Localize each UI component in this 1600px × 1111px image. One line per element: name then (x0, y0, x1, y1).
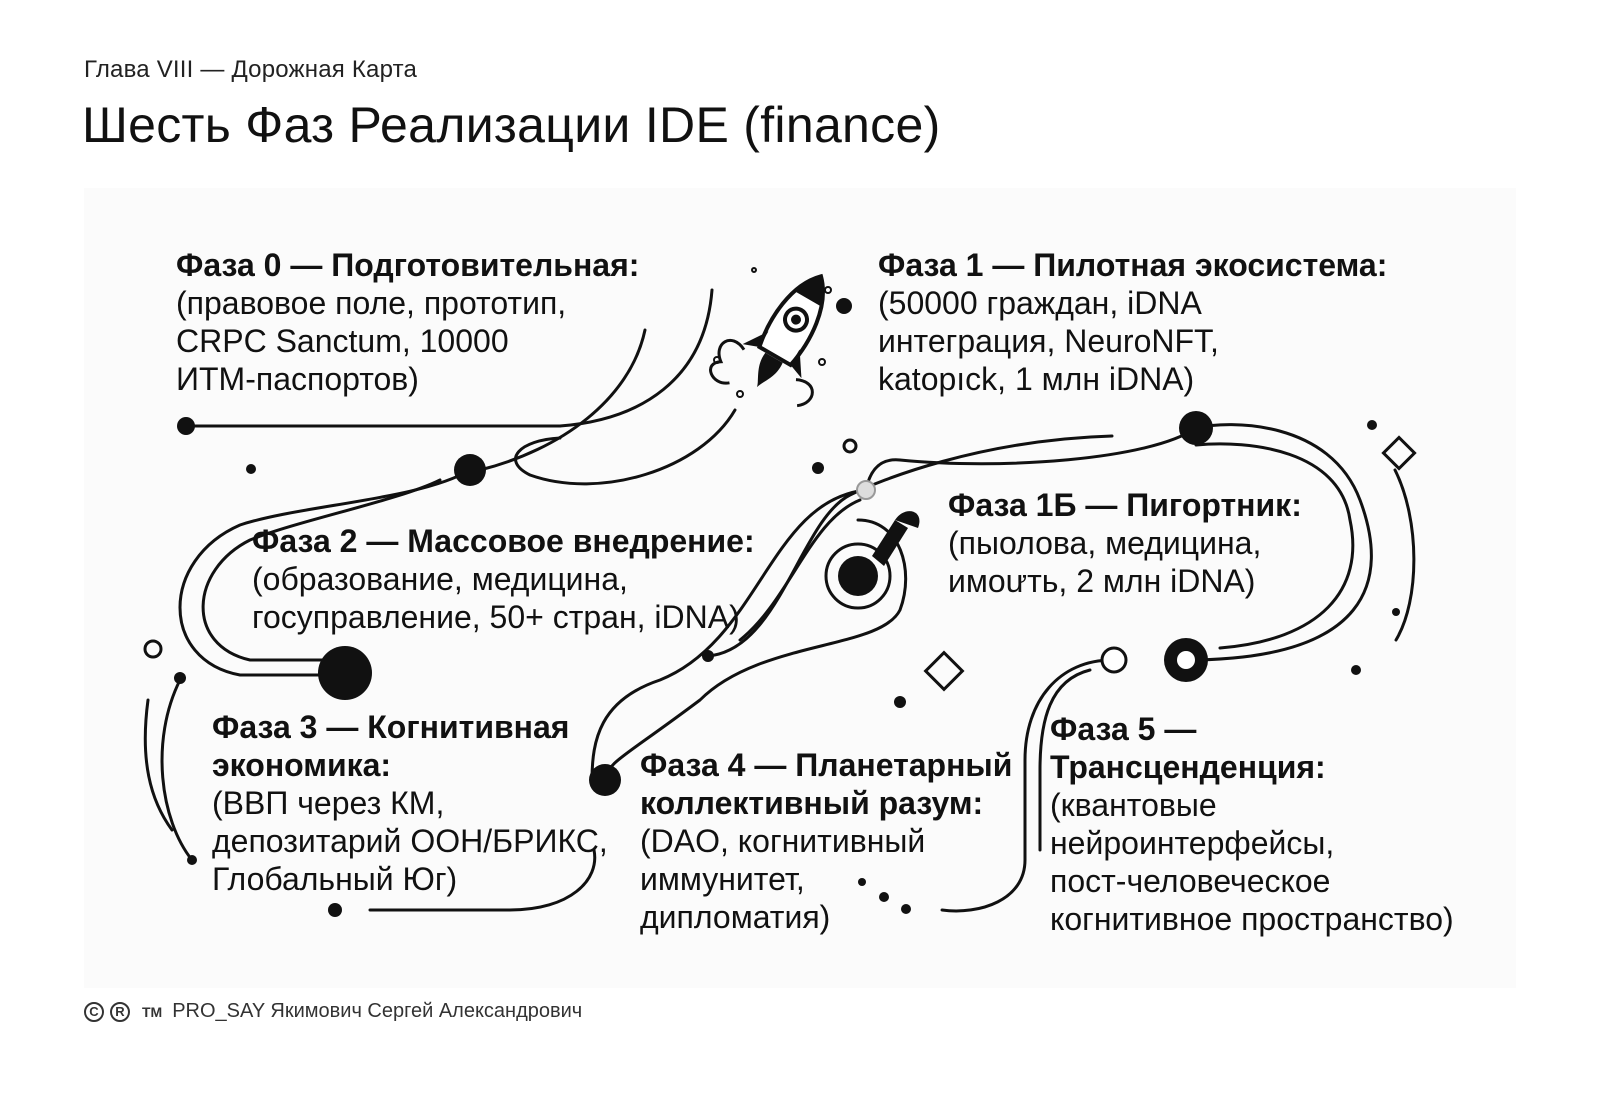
trademark-icon: TM (142, 1003, 163, 1020)
phase-1b-block (948, 486, 1302, 600)
phase-1b-details: (пыолова, медицина, имоưть, 2 млн iDNA) (948, 525, 1262, 599)
phase-0-details: (правовое поле, прототип, CRPC Sanctum, 10000 ИТМ-паспортов) (176, 285, 567, 397)
node-center (838, 556, 878, 596)
phase-2-title: Фаза 2 — Массовое внедрение: (252, 523, 755, 559)
footer-author: PRO_SAY Якимович Сергей Александрович (172, 1000, 583, 1022)
node-phase-2 (318, 646, 372, 700)
node-phase-1 (1179, 411, 1213, 445)
node-phase-0 (177, 417, 195, 435)
node-phase-5 (1102, 648, 1126, 672)
phase-2-details: (образование, медицина, госуправление, 50+ стран, iDNA) (252, 561, 740, 635)
phase-4-title: Фаза 4 — Планетарный коллективный разум: (640, 747, 1013, 821)
phase-5-block (1050, 710, 1454, 938)
registered-icon: R (110, 1002, 130, 1022)
phase-5-title: Фаза 5 — Трансценденция: (1050, 711, 1326, 785)
phase-1-title: Фаза 1 — Пилотная экосистема: (878, 247, 1388, 283)
chapter-kicker: Глава VIII — Дорожная Карта (84, 56, 418, 83)
rocket-icon (705, 250, 866, 425)
copyright-icon: C (84, 1002, 104, 1022)
page-title: Шесть Фаз Реализации IDE (finance) (82, 97, 941, 153)
phase-2-block (252, 522, 755, 636)
phase-3-title: Фаза 3 — Когнитивная экономика: (212, 709, 570, 783)
phase-1-details: (50000 граждан, iDNA интеграция, NeuroNFT, katopıck, 1 млн iDNA) (878, 285, 1219, 397)
phase-5-details: (квантовые нейроинтерфейсы, пост-человеческое когнитивное пространство) (1050, 787, 1454, 937)
phase-0-title: Фаза 0 — Подготовительная: (176, 247, 640, 283)
center-pointer (872, 511, 919, 566)
footer-credit (84, 1000, 582, 1023)
phase-0-block (176, 246, 639, 398)
phase-4-block (640, 746, 1012, 936)
phase-1-block (878, 246, 1387, 398)
phase-4-details: (DAO, когнитивный иммунитет, дипломатия) (640, 823, 926, 935)
phase-3-details: (ВВП через КМ, депозитарий ООН/БРИКС, Глобальный Юг) (212, 785, 608, 897)
phase-1b-title: Фаза 1Б — Пигортник: (948, 487, 1302, 523)
node-phase-0-2 (454, 454, 486, 486)
phase-3-block (212, 708, 608, 898)
